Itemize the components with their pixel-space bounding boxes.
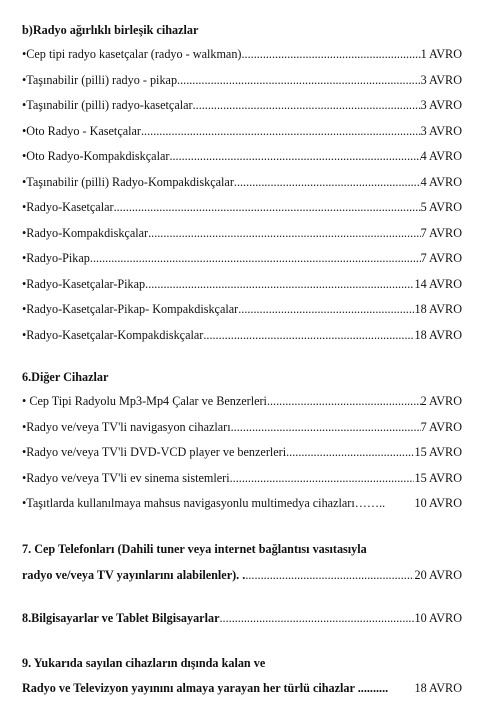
item-price: 1 AVRO [420,47,462,61]
item-label: • Cep Tipi Radyolu Mp3-Mp4 Çalar ve Benzerleri [22,394,267,408]
leader-dots [238,300,414,318]
list-item [22,443,462,461]
list-item [22,275,462,293]
leader-dots [145,275,414,293]
leader-dots [234,173,421,191]
item-price: 7 AVRO [420,226,462,240]
list-item [22,122,462,140]
section-6-title: 6.Diğer Cihazlar [22,370,109,384]
list-item [22,147,462,165]
section-9-line-2 [22,679,462,697]
leader-dots [230,469,415,487]
list-item [22,418,462,436]
item-price: 14 AVRO [414,277,462,291]
item-label: 8.Bilgisayarlar ve Tablet Bilgisayarlar [22,611,220,625]
list-item [22,469,462,487]
item-label: •Radyo-Kasetçalar [22,200,114,214]
item-label: •Radyo-Kasetçalar-Kompakdiskçalar [22,328,204,342]
item-price: 18 AVRO [414,328,462,342]
list-item [22,71,462,89]
item-price: 2 AVRO [420,394,462,408]
leader-dots [193,96,421,114]
item-label: •Radyo-Pikap [22,251,90,265]
section-7-line-1: 7. Cep Telefonları (Dahili tuner veya internet bağlantısı vasıtasıyla [22,542,367,556]
list-item [22,249,462,267]
item-price: 10 AVRO [414,611,462,625]
item-price: 18 AVRO [414,681,462,695]
item-price: 4 AVRO [420,149,462,163]
list-item [22,300,462,318]
item-label: •Radyo ve/veya TV'li DVD-VCD player ve benzerleri [22,445,287,459]
item-price: 3 AVRO [420,98,462,112]
spacer [388,679,414,697]
leader-dots [242,45,421,63]
item-price: 7 AVRO [420,251,462,265]
leader-dots [169,147,420,165]
leader-dots [245,566,414,584]
leader-dots [231,418,421,436]
list-item [22,326,462,344]
leader-dots [177,71,421,89]
leader-dots [148,224,420,242]
item-price: 18 AVRO [414,302,462,316]
item-label: •Radyo-Kasetçalar-Pikap- Kompakdiskçalar [22,302,239,316]
list-item [22,45,462,63]
list-item [22,392,462,410]
item-price: 5 AVRO [420,200,462,214]
leader-dots [220,609,415,627]
item-price: 15 AVRO [414,471,462,485]
item-label: •Taşıtlarda kullanılmaya mahsus navigasyonlu multimedya cihazları…….. [22,496,386,510]
item-label: •Oto Radyo-Kompakdiskçalar [22,149,170,163]
list-item [22,96,462,114]
list-item [22,198,462,216]
item-label: •Radyo-Kompakdiskçalar [22,226,149,240]
item-label: •Radyo-Kasetçalar-Pikap [22,277,146,291]
item-label: radyo ve/veya TV yayınlarını alabilenler). . [22,568,246,582]
item-price: 10 AVRO [414,496,462,510]
leader-dots [141,122,421,140]
section-9-line-1: 9. Yukarıda sayılan cihazların dışında kalan ve [22,656,266,670]
section-7-line-2 [22,566,462,584]
item-price: 3 AVRO [420,124,462,138]
leader-dots [267,392,421,410]
item-label: •Cep tipi radyo kasetçalar (radyo - walkman) [22,47,242,61]
leader-dots [286,443,414,461]
list-item [22,173,462,191]
item-label: •Taşınabilir (pilli) radyo-kasetçalar [22,98,193,112]
leader-dots [203,326,414,344]
item-label: Radyo ve Televizyon yayınını almaya yarayan her türlü cihazlar .......... [22,681,389,695]
item-price: 3 AVRO [420,73,462,87]
item-price: 15 AVRO [414,445,462,459]
leader-dots [114,198,421,216]
item-label: •Oto Radyo - Kasetçalar [22,124,141,138]
spacer [385,494,414,512]
list-item [22,494,462,512]
section-b-title: b)Radyo ağırlıklı birleşik cihazlar [22,23,199,37]
item-price: 7 AVRO [420,420,462,434]
leader-dots [90,249,421,267]
item-label: •Taşınabilir (pilli) radyo - pikap [22,73,178,87]
item-label: •Taşınabilir (pilli) Radyo-Kompakdiskçalar [22,175,234,189]
item-label: •Radyo ve/veya TV'li ev sinema sistemleri [22,471,230,485]
item-price: 20 AVRO [414,568,462,582]
list-item [22,224,462,242]
section-8 [22,609,462,627]
item-price: 4 AVRO [420,175,462,189]
item-label: •Radyo ve/veya TV'li navigasyon cihazları [22,420,231,434]
